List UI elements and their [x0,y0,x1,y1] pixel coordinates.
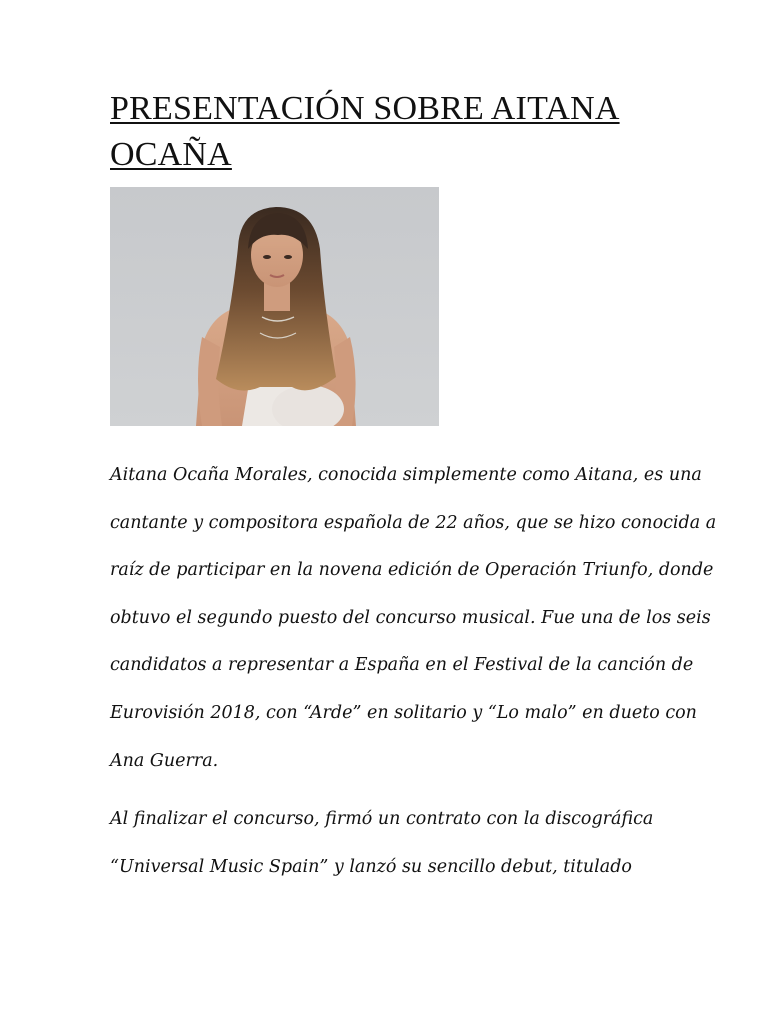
text-line: Eurovisión 2018, con “Arde” en solitario y “Lo malo” en dueto con [110,702,697,723]
title-line: OCAÑA [110,136,232,173]
paragraph-career [110,796,670,891]
text-line: Al finalizar el concurso, firmó un contrato con la discográfica [110,809,654,829]
text-line: obtuvo el segundo puesto del concurso musical. Fue una de los seis [110,607,711,628]
title-line: PRESENTACIÓN SOBRE AITANA [110,90,620,127]
paragraph-bio [110,452,717,785]
text-line: Aitana Ocaña Morales, conocida simplemente como Aitana, es una [110,465,702,485]
text-line: raíz de participar en la novena edición de Operación Triunfo, donde [110,560,714,581]
document-title [110,86,690,178]
text-line: cantante y compositora española de 22 años, que se hizo conocida a [110,512,717,533]
text-line: “Universal Music Spain” y lanzó su sencillo debut, titulado [110,856,632,877]
text-line: Ana Guerra. [110,750,219,771]
portrait-photo [110,187,439,426]
text-line: candidatos a representar a España en el Festival de la canción de [110,655,694,676]
